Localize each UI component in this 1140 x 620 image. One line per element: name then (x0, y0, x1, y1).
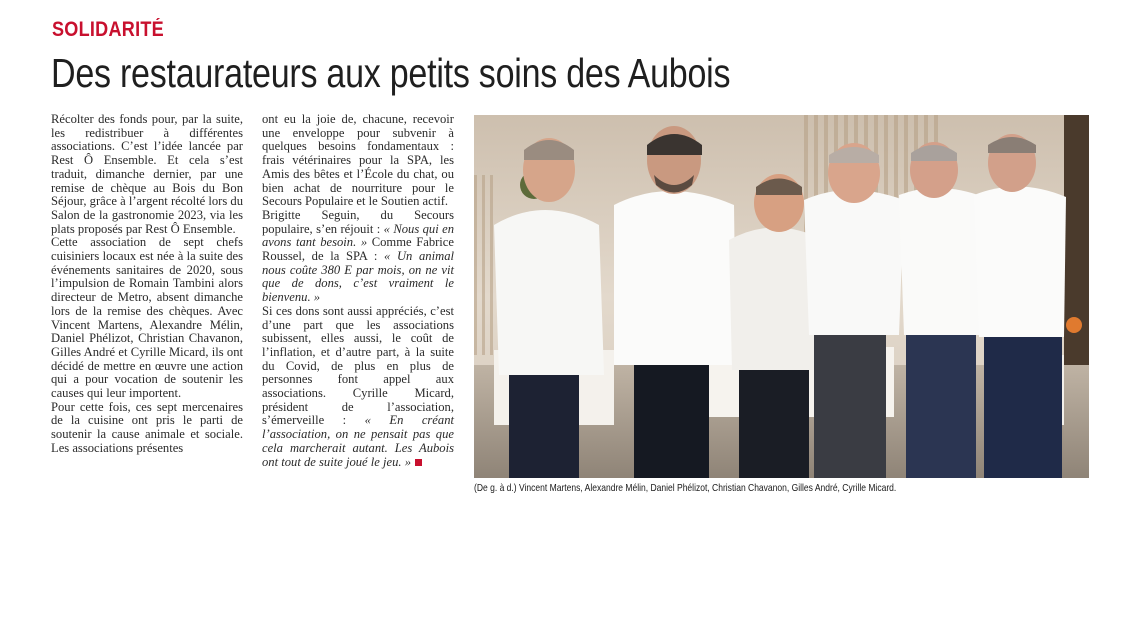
photo-caption: (De g. à d.) Vincent Martens, Alexandre Mélin, Daniel Phélizot, Christian Chavanon, Gilles André, Cyrille Micard. (474, 483, 897, 494)
quote: « En créant l’association, on ne pensait pas que cela marcherait autant. Les Aubois ont tout de suite joué le jeu. » (262, 413, 454, 469)
article-column-2 (262, 113, 454, 469)
text-run: Si ces dons sont aussi appréciés, c’est d’une part que les associations subissent, elles aussi, le coût de l’inflation, et d’autre part, à la suite du Covid, de plus en plus de personnes font appel aux associations. Cyrille Micard, président de l’association, s’émerveille : (262, 303, 454, 428)
quote: « Nous qui en avons tant besoin. » (262, 221, 454, 250)
paragraph (262, 209, 454, 305)
paragraph: Cette association de sept chefs cuisiniers locaux est née à la suite des événements sanitaires de 2020, sous l’impulsion de Romain Tambini alors directeur de Metro, absent dimanche lors de la remise des chèques. Avec Vincent Martens, Alexandre Mélin, Daniel Phélizot, Christian Chavanon, Gilles André et Cyrille Micard, ils ont décidé de mettre en œuvre une action qui a pour vocation de soutenir les causes qui leur importent. (51, 235, 243, 401)
paragraph: Pour cette fois, ces sept mercenaires de la cuisine ont pris le parti de soutenir la cause animale et sociale. Les associations présentes (51, 399, 243, 455)
headline: Des restaurateurs aux petits soins des Aubois (51, 50, 731, 96)
paragraph: Récolter des fonds pour, par la suite, les redistribuer à différentes associations. C’est l’idée lancée par Rest Ô Ensemble. Et cela s’est traduit, dimanche dernier, par une remise de chèque au Bois du Bon Séjour, grâce à l’argent récolté lors du Salon de la gastronomie 2023, via les plats proposés par Rest Ô Ensemble. (51, 112, 243, 236)
paragraph: ont eu la joie de, chacune, recevoir une enveloppe pour subvenir à quelques besoins fondamentaux : frais vétérinaires pour la SPA, les Amis des bêtes et l’École du chat, ou bien achat de nourriture pour le Secours Populaire et le Soutien actif. (262, 112, 454, 209)
kicker: SOLIDARITÉ (52, 18, 164, 41)
text-run: Brigitte Seguin, du Secours populaire, s’en réjouit : (262, 207, 454, 236)
end-mark-icon (415, 459, 422, 466)
photo-illustration (474, 115, 1089, 478)
quote: « Un animal nous coûte 380 E par mois, on ne vit que de dons, c’est vraiment le bienvenu. » (262, 249, 454, 305)
text-run: Comme Fabrice Roussel, de la SPA : (262, 235, 454, 264)
article-column-1 (51, 113, 243, 456)
group-photo (474, 115, 1089, 478)
paragraph (262, 305, 454, 469)
